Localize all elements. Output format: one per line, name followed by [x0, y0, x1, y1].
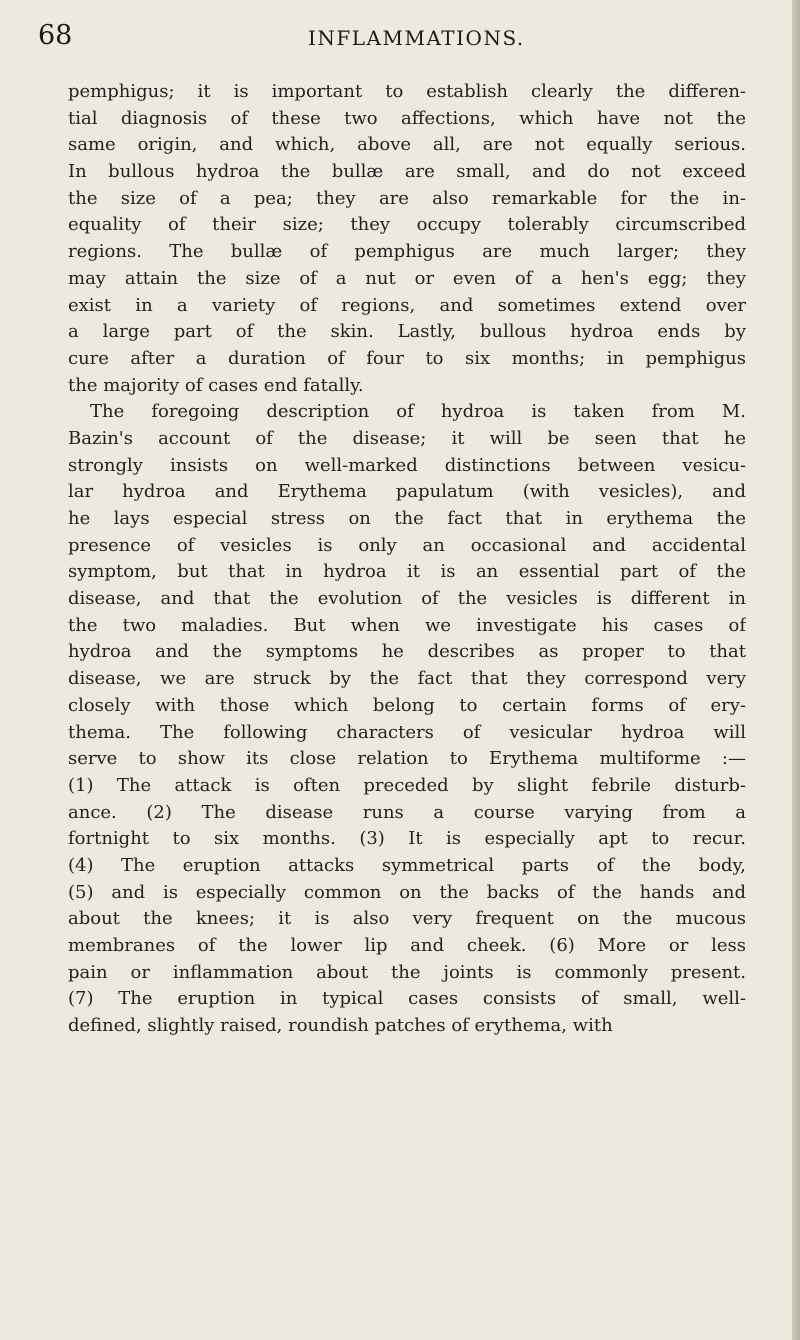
text-line: disease, we are struck by the fact that they correspond very [68, 668, 746, 690]
text-line: pemphigus; it is important to establish clearly the differen- [68, 81, 746, 102]
page-edge [792, 0, 800, 1340]
text-line: the two maladies. But when we investigate his cases of [68, 614, 746, 636]
text-line: The foregoing description of hydroa is taken from M. [90, 401, 746, 423]
text-line: lar hydroa and Erythema papulatum (with vesicles), and [68, 481, 746, 503]
text-line: serve to show its close relation to Erythema multiforme :— [68, 748, 746, 770]
text-line: (1) The attack is often preceded by slight febrile disturb- [68, 774, 746, 796]
page-header [38, 18, 748, 58]
text-line: same origin, and which, above all, are not equally serious. [68, 134, 746, 156]
text-line: strongly insists on well-marked distinctions between vesicu- [68, 454, 746, 476]
text-line: (5) and is especially common on the backs of the hands and [68, 881, 746, 903]
text-line: disease, and that the evolution of the vesicles is different in [68, 588, 746, 610]
text-line: exist in a variety of regions, and sometimes extend over [68, 294, 746, 316]
text-line: thema. The following characters of vesicular hydroa will [68, 721, 746, 743]
text-line: ance. (2) The disease runs a course varying from a [68, 801, 746, 823]
text-line: the size of a pea; they are also remarkable for the in- [68, 187, 746, 209]
text-line: he lays especial stress on the fact that in erythema the [68, 508, 746, 529]
text-line: equality of their size; they occupy tolerably circumscribed [68, 214, 746, 236]
text-line: defined, slightly raised, roundish patches of erythema, with [68, 1015, 613, 1037]
body-text [68, 79, 746, 1040]
text-line: the majority of cases end fatally. [68, 374, 364, 396]
text-line: presence of vesicles is only an occasional and accidental [68, 534, 746, 556]
text-line: symptom, but that in hydroa it is an essential part of the [68, 561, 746, 583]
text-line: membranes of the lower lip and cheek. (6) More or less [68, 935, 746, 956]
running-head: INFLAMMATIONS. [308, 26, 525, 50]
text-line: a large part of the skin. Lastly, bullous hydroa ends by [68, 321, 746, 343]
text-line: (4) The eruption attacks symmetrical parts of the body, [68, 854, 746, 876]
text-line: about the knees; it is also very frequent on the mucous [68, 908, 746, 930]
text-line: regions. The bullæ of pemphigus are much larger; they [68, 241, 746, 263]
text-line: tial diagnosis of these two affections, which have not the [68, 107, 746, 129]
text-line: hydroa and the symptoms he describes as proper to that [68, 641, 746, 663]
text-line: fortnight to six months. (3) It is especially apt to recur. [68, 828, 746, 850]
text-line: In bullous hydroa the bullæ are small, and do not exceed [68, 161, 746, 183]
text-line: (7) The eruption in typical cases consists of small, well- [68, 988, 746, 1010]
text-line: cure after a duration of four to six months; in pemphigus [68, 347, 746, 369]
text-line: closely with those which belong to certain forms of ery- [68, 694, 746, 716]
text-line: pain or inflammation about the joints is commonly present. [68, 961, 746, 983]
page-number: 68 [38, 20, 73, 51]
text-line: Bazin's account of the disease; it will be seen that he [68, 427, 746, 449]
text-line: may attain the size of a nut or even of a hen's egg; they [68, 267, 746, 289]
